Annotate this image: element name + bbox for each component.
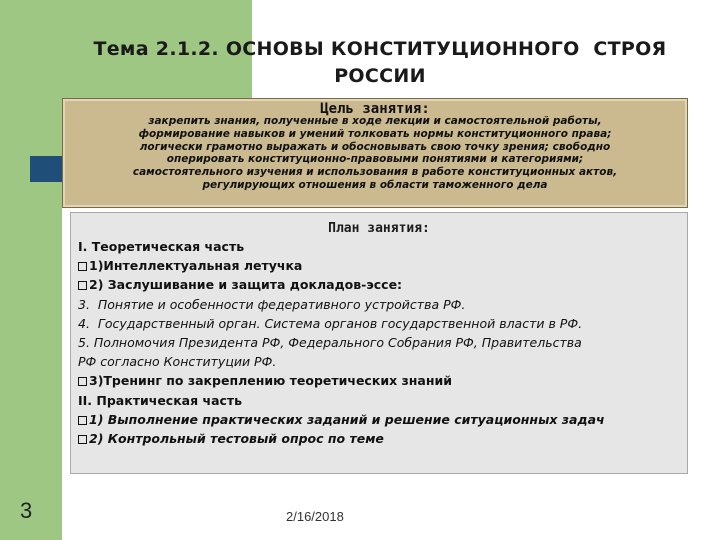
slide-title-line2: РОССИИ	[334, 65, 426, 87]
goal-line: оперировать конституционно-правовыми понятиями и категориями;	[166, 153, 584, 166]
plan-item	[78, 256, 684, 275]
plan-item-text: 3)Тренинг по закреплению теоретических знаний	[89, 373, 452, 389]
slide-date: 2/16/2018	[286, 509, 344, 524]
square-bullet-icon	[78, 281, 87, 290]
plan-item	[78, 237, 684, 256]
plan-item-text: II. Практическая часть	[78, 392, 243, 408]
goal-line: самостоятельного изучения и использования в работе конституционных актов,	[132, 166, 618, 179]
plan-item-text: 3. Понятие и особенности федеративного устройства РФ.	[78, 296, 466, 312]
square-bullet-icon	[78, 377, 87, 386]
plan-item-text: 4. Государственный орган. Система органов государственной власти в РФ.	[78, 315, 583, 331]
slide-number: 3	[20, 498, 33, 523]
slide-title-line1: Тема 2.1.2. ОСНОВЫ КОНСТИТУЦИОННОГО СТРОЯ	[93, 38, 667, 60]
plan-item	[78, 352, 684, 371]
square-bullet-icon	[78, 262, 87, 271]
plan-heading: План занятия:	[328, 221, 430, 236]
plan-box	[70, 212, 688, 474]
square-bullet-icon	[78, 435, 87, 444]
blue-marker	[30, 156, 62, 182]
goal-heading: Цель занятия:	[320, 101, 430, 117]
plan-item	[78, 391, 684, 410]
plan-item-text: I. Теоретическая часть	[78, 239, 245, 254]
goal-line: регулирующих отношения в области таможенного дела	[202, 178, 548, 191]
plan-item-text: 2) Контрольный тестовый опрос по теме	[89, 431, 384, 447]
plan-item	[78, 410, 684, 429]
plan-item	[78, 275, 684, 294]
plan-item-text: 5. Полномочия Президента РФ, Федерального Собрания РФ, Правительства	[78, 335, 582, 351]
plan-item	[78, 333, 684, 352]
plan-list	[78, 237, 684, 448]
plan-item-text: 2) Заслушивание и защита докладов-эссе:	[89, 277, 403, 293]
plan-item	[78, 371, 684, 390]
plan-item	[78, 429, 684, 448]
plan-item-text: 1) Выполнение практических заданий и решение ситуационных задач	[89, 411, 605, 427]
goal-text	[73, 115, 677, 192]
plan-item	[78, 295, 684, 314]
plan-item-text: 1)Интеллектуальная летучка	[89, 258, 303, 274]
square-bullet-icon	[78, 416, 87, 425]
goal-line: закрепить знания, полученные в ходе лекции и самостоятельной работы,	[148, 115, 602, 127]
plan-item	[78, 314, 684, 333]
slide-title	[70, 36, 690, 90]
goal-line: логически грамотно выражать и обосновывать свою точку зрения; свободно	[139, 140, 611, 153]
goal-line: формирование навыков и умений толковать нормы конституционного права;	[138, 127, 612, 140]
goal-box	[62, 98, 688, 208]
plan-item-text: РФ согласно Конституции РФ.	[78, 354, 277, 370]
